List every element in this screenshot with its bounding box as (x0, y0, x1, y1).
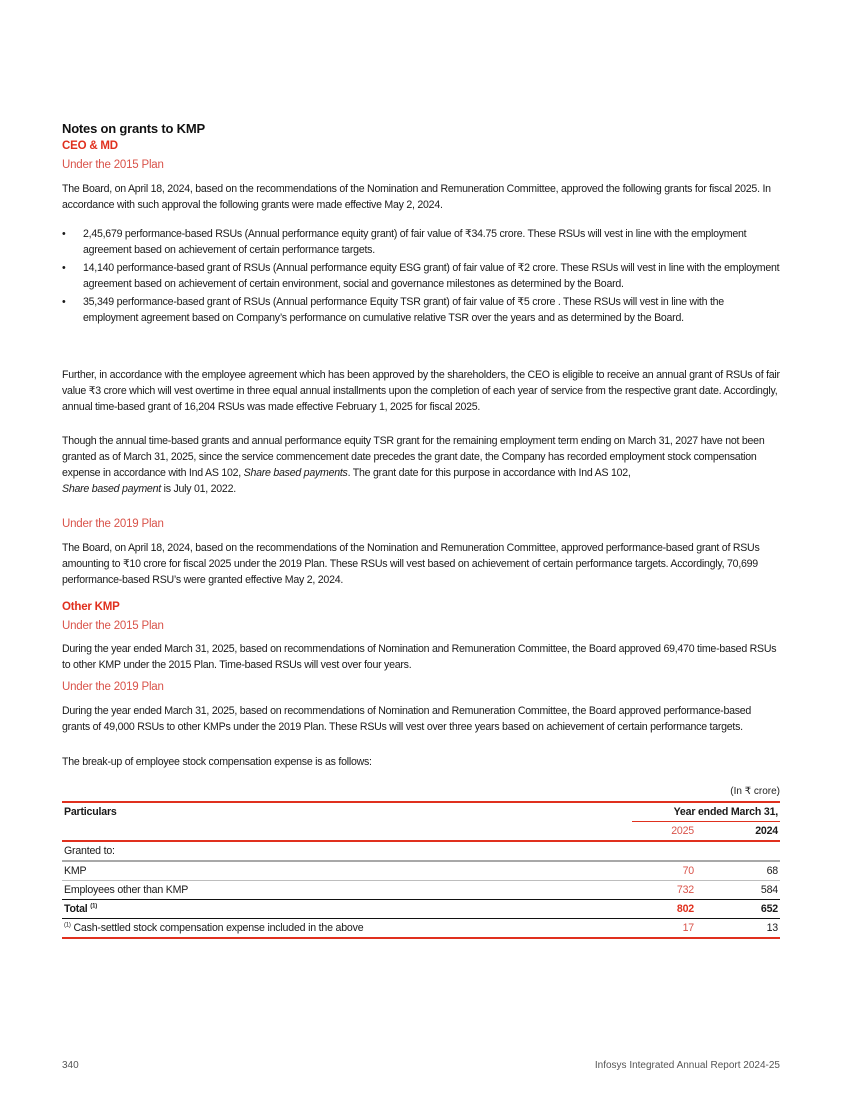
col-particulars: Particulars (64, 806, 117, 819)
row-value-2025: 70 (682, 865, 694, 877)
total-value-2024: 652 (760, 903, 778, 915)
col-group-year-ended: Year ended March 31, (632, 802, 780, 822)
footnote-mark: (1) (64, 922, 71, 929)
table-row (62, 881, 780, 900)
table-total-row (62, 900, 780, 919)
other-kmp-2015-paragraph: During the year ended March 31, 2025, based on recommendations of Nomination and Remuneration Committee, the Board approved 69,470 time-based RSUs to other KMP under the 2015 Plan. Time-based RSUs will vest over four years. (62, 643, 777, 671)
bullet-icon: • (62, 296, 66, 308)
ceo-2015-intro: The Board, on April 18, 2024, based on the recommendations of the Nomination and Remuneration Committee, approved the following grants for fiscal 2025. In accordance with such approval the following grants were made effective May 2, 2024. (62, 183, 771, 211)
col-2024: 2024 (755, 825, 778, 837)
footnote-label: $^{(1)}$ Cash-settled stock compensation expense included in the above (64, 922, 364, 934)
currency-unit-label: (In ₹ crore) (730, 786, 780, 797)
grant-bullet: • 2,45,679 performance-based RSUs (Annual performance equity grant) of fair value of ₹34.75 crore. These RSUs will vest in line with the employment agreement based on achievement of certain performance targets. (62, 228, 747, 256)
table-section-row (62, 841, 780, 861)
row-label: KMP (64, 865, 87, 877)
table-year-row (62, 822, 780, 842)
col-2025: 2025 (671, 825, 694, 837)
other-kmp-heading: Other KMP (62, 601, 120, 613)
section-granted-to: Granted to: (64, 845, 115, 857)
table-row (62, 861, 780, 881)
row-label: Employees other than KMP (64, 884, 189, 896)
other-kmp-2019-plan-heading: Under the 2019 Plan (62, 681, 164, 693)
section-title: Notes on grants to KMP (62, 121, 205, 136)
table-header-row (62, 802, 780, 822)
footnote-value-2024: 13 (766, 922, 778, 934)
ceo-md-heading: CEO & MD (62, 140, 118, 152)
grant-bullet: • 14,140 performance-based grant of RSUs (Annual performance equity ESG grant) of fair value of ₹2 crore. These RSUs will vest in line with the employment agreement based on achievement of certain environment, social and governance milestones as determined by the Board. (62, 262, 780, 290)
bullet-icon: • (62, 262, 66, 274)
other-kmp-2015-plan-heading: Under the 2015 Plan (62, 620, 164, 632)
footnote-value-2025: 17 (682, 922, 694, 934)
total-value-2025: 802 (676, 903, 694, 915)
ceo-2019-paragraph: The Board, on April 18, 2024, based on the recommendations of the Nomination and Remuneration Committee, approved performance-based grant of RSUs amounting to ₹10 crore for fiscal 2025 under the 2019 Plan. These RSUs will vest based on achievement of certain performance targets. Accordingly, 70,699 performance-based RSU’s were granted effective May 2, 2024. (62, 542, 760, 586)
other-kmp-2019-paragraph: During the year ended March 31, 2025, based on recommendations of Nomination and Remuneration Committee, the Board approved performance-based grants of 49,000 RSUs to other KMPs under the 2019 Plan. These RSUs will vest over three years based on achievement of certain performance targets. (62, 705, 752, 733)
ceo-further-paragraph: Further, in accordance with the employee agreement which has been approved by the shareholders, the CEO is eligible to receive an annual grant of RSUs of fair value ₹3 crore which will vest overtime in three equal annual installments upon the completion of each year of service from the respective grant date. Accordingly, annual time-based grant of 16,204 RSUs was made effective February 1, 2025 for fiscal 2025. (62, 369, 780, 413)
grant-bullet: • 35,349 performance-based grant of RSUs (Annual performance Equity TSR grant) of fair value of ₹5 crore . These RSUs will vest in line with the employment agreement based on Company’s performance on cumulative relative TSR over the years and as determined by the Board. (62, 296, 724, 324)
ceo-grant-list (62, 226, 780, 328)
breakup-intro: The break-up of employee stock compensation expense is as follows: (62, 756, 372, 768)
ceo-2015-plan-heading: Under the 2015 Plan (62, 159, 164, 171)
report-title: Infosys Integrated Annual Report 2024-25 (594, 1060, 780, 1071)
row-value-2024: 584 (760, 884, 778, 896)
bullet-icon: • (62, 228, 66, 240)
total-label: Total $^{(1)}$ (64, 903, 98, 915)
footnote-ref: (1) (90, 903, 98, 910)
row-value-2024: 68 (766, 865, 778, 877)
ceo-2019-plan-heading: Under the 2019 Plan (62, 518, 164, 530)
table-footnote-row (62, 919, 780, 939)
row-value-2025: 732 (676, 884, 694, 896)
ceo-though-paragraph: Though the annual time-based grants and annual performance equity TSR grant for the remaining employment term ending on March 31, 2027 have not been granted as of March 31, 2025, since the service commencement date precedes the grant date, the Company has recorded employment stock compensation expense in accordance with Ind AS 102, Share based payments. The grant date for this purpose in accordance with Ind AS 102, Share based payment is July 01, 2022. (62, 435, 765, 495)
page-number: 340 (62, 1060, 79, 1071)
stock-compensation-table (62, 801, 780, 939)
